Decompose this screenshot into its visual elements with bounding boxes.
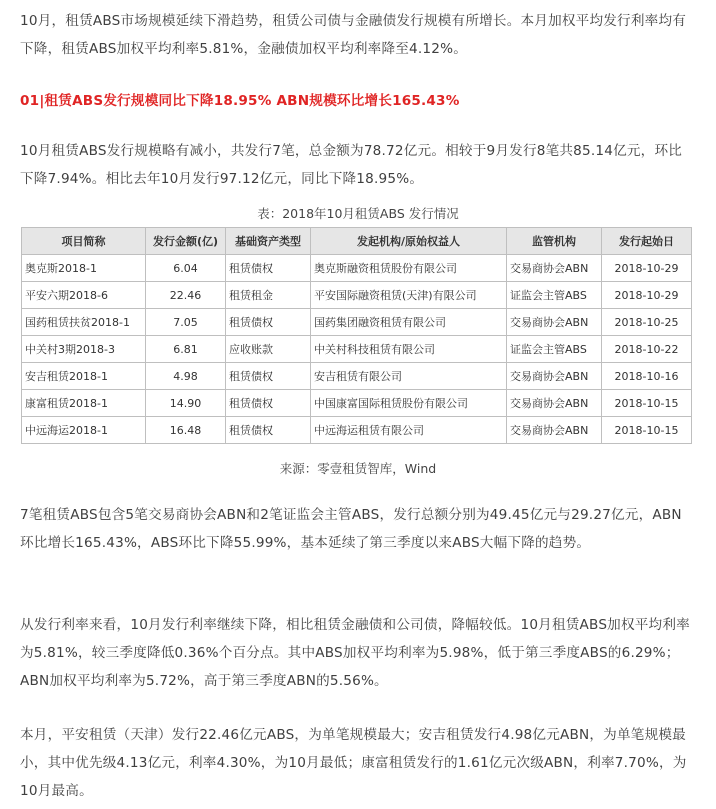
abs-issuance-table [21,227,692,444]
cell-originator: 中关村科技租赁有限公司 [311,336,507,363]
cell-originator: 中远海运租赁有限公司 [311,417,507,444]
table-row [22,309,692,336]
cell-asset-type: 租赁租金 [226,282,311,309]
cell-start-date: 2018-10-16 [602,363,692,390]
cell-amount: 4.98 [146,363,226,390]
cell-asset-type: 租赁债权 [226,363,311,390]
table-row [22,336,692,363]
cell-regulator: 证监会主管ABS [507,282,602,309]
paragraph-interest-rates: 从发行利率来看，10月发行利率继续下降，相比租赁金融债和公司债，降幅较低。10月租赁ABS加权平均利率为5.81%，较三季度降低0.36%个百分点。其中ABS加权平均利率为5.98%，低于第三季度ABS的6.29%；ABN加权平均利率为5.72%，高于第三季度ABN的5.56%。 [20,617,690,689]
cell-originator: 国药集团融资租赁有限公司 [311,309,507,336]
cell-amount: 14.90 [146,390,226,417]
header-project-name: 项目简称 [22,228,146,255]
cell-regulator: 交易商协会ABN [507,417,602,444]
cell-asset-type: 租赁债权 [226,390,311,417]
cell-regulator: 交易商协会ABN [507,390,602,417]
header-asset-type: 基础资产类型 [226,228,311,255]
cell-regulator: 交易商协会ABN [507,255,602,282]
table-row [22,390,692,417]
cell-asset-type: 租赁债权 [226,417,311,444]
cell-regulator: 交易商协会ABN [507,309,602,336]
cell-project-name: 中关村3期2018-3 [22,336,146,363]
cell-asset-type: 应收账款 [226,336,311,363]
cell-project-name: 奥克斯2018-1 [22,255,146,282]
section-heading: 01|租赁ABS发行规模同比下降18.95% ABN规模环比增长165.43% [20,93,460,109]
table-row [22,282,692,309]
cell-originator: 安吉租赁有限公司 [311,363,507,390]
cell-project-name: 国药租赁扶贫2018-1 [22,309,146,336]
cell-start-date: 2018-10-15 [602,417,692,444]
header-regulator: 监管机构 [507,228,602,255]
cell-amount: 7.05 [146,309,226,336]
cell-amount: 6.04 [146,255,226,282]
table-source: 来源：零壹租赁智库，Wind [279,461,437,476]
table-caption: 表：2018年10月租赁ABS 发行情况 [257,206,459,221]
paragraph-issuance-scale: 10月租赁ABS发行规模略有减小，共发行7笔，总金额为78.72亿元。相较于9月发行8笔共85.14亿元，环比下降7.94%。相比去年10月发行97.12亿元，同比下降18.95%。 [20,143,683,187]
cell-asset-type: 租赁债权 [226,255,311,282]
intro-paragraph: 10月，租赁ABS市场规模延续下滑趋势，租赁公司债与金融债发行规模有所增长。本月加权平均发行利率均有下降，租赁ABS加权平均利率5.81%，金融债加权平均利率降至4.12%。 [20,13,687,57]
cell-start-date: 2018-10-29 [602,282,692,309]
cell-regulator: 交易商协会ABN [507,363,602,390]
table-header-row [22,228,692,255]
paragraph-abn-abs-breakdown: 7笔租赁ABS包含5笔交易商协会ABN和2笔证监会主管ABS，发行总额分别为49.45亿元与29.27亿元，ABN环比增长165.43%，ABS环比下降55.99%，基本延续了第三季度以来ABS大幅下降的趋势。 [20,507,682,551]
cell-project-name: 中远海运2018-1 [22,417,146,444]
cell-project-name: 平安六期2018-6 [22,282,146,309]
cell-start-date: 2018-10-25 [602,309,692,336]
cell-originator: 中国康富国际租赁股份有限公司 [311,390,507,417]
cell-project-name: 康富租赁2018-1 [22,390,146,417]
cell-asset-type: 租赁债权 [226,309,311,336]
cell-originator: 奥克斯融资租赁股份有限公司 [311,255,507,282]
header-start-date: 发行起始日 [602,228,692,255]
cell-start-date: 2018-10-15 [602,390,692,417]
cell-amount: 6.81 [146,336,226,363]
table-row [22,417,692,444]
cell-project-name: 安吉租赁2018-1 [22,363,146,390]
header-originator: 发起机构/原始权益人 [311,228,507,255]
paragraph-largest-smallest: 本月，平安租赁（天津）发行22.46亿元ABS，为单笔规模最大；安吉租赁发行4.98亿元ABN，为单笔规模最小，其中优先级4.13亿元，利率4.30%，为10月最低；康富租赁发行的1.61亿元次级ABN，利率7.70%，为10月最高。 [20,727,687,799]
header-amount: 发行金额(亿) [146,228,226,255]
cell-regulator: 证监会主管ABS [507,336,602,363]
table-row [22,363,692,390]
cell-start-date: 2018-10-29 [602,255,692,282]
table-row [22,255,692,282]
cell-start-date: 2018-10-22 [602,336,692,363]
cell-originator: 平安国际融资租赁(天津)有限公司 [311,282,507,309]
cell-amount: 22.46 [146,282,226,309]
cell-amount: 16.48 [146,417,226,444]
